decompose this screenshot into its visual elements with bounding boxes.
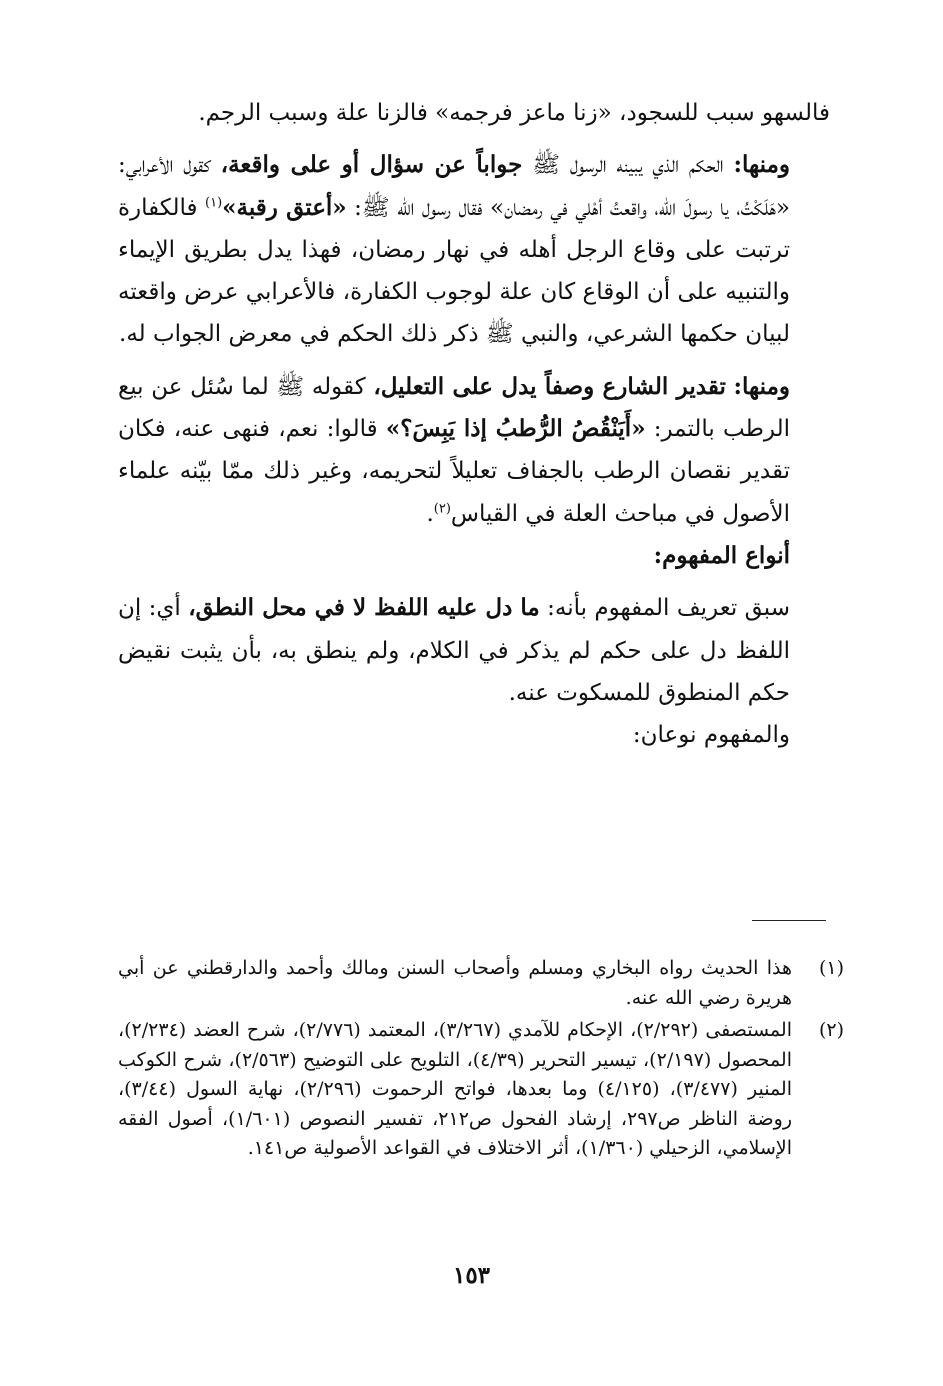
paragraph-2-part-e: فالكفارة ترتبت على وقاع الرجل أهله في نهار رمضان، فهذا يدل بطريق الإيماء والتنبيه على أن الوقاع كان علة لوجوب الكفارة، فالأعرابي عرض واقعته لبيان حكمها الشرعي، والنبي ﷺ ذكر ذلك الحكم في معرض الجواب له. [118, 194, 790, 348]
footnote-ref-1[interactable]: (١) [205, 194, 223, 210]
footnote-2 [118, 1016, 844, 1164]
paragraph-2-part-a: الحكم الذي يبينه الرسول ﷺ [522, 152, 734, 179]
page-number: ١٥٣ [452, 1262, 491, 1289]
paragraph-1 [118, 92, 830, 134]
paragraph-3-part-a [726, 374, 734, 400]
paragraph-2-part-b: جواباً عن سؤال أو على واقعة، [220, 151, 523, 179]
paragraph-3-part-f: . [426, 500, 434, 527]
paragraph-3-part-e: قالوا: نعم، فنهى عنه، فكان تقدير نقصان الرطب بالجفاف تعليلاً لتحريمه، وغير ذلك ممّا بيّنه علماء الأصول في مباحث العلة في القياس [118, 416, 790, 527]
paragraph-3-lead: ومنها: [733, 372, 791, 400]
footnote-2-text: المستصفى (٢/٢٩٢)، الإحكام للآمدي (٣/٢٦٧)، المعتمد (٢/٧٧٦)، شرح العضد (٢/٢٣٤)، المحصول (٢/١٩٧)، تيسير التحرير (٤/٣٩)، التلويح على التوضيح (٢/٥٦٣)، شرح الكوكب المنير (٣/٤٧٧)، (٤/١٢٥) وما بعدها، فواتح الرحموت (٢/٢٩٦)، نهاية السول (٣/٤٤)، روضة الناظر ص٢٩٧، إرشاد الفحول ص٢١٢، تفسير النصوص (١/٦٠١)، أصول الفقه الإسلامي، الزحيلي (١/٣٦٠)، أثر الاختلاف في القواعد الأصولية ص١٤١. [118, 1019, 793, 1159]
footnotes [118, 954, 844, 1167]
paragraph-4-part-b: ما دل عليه اللفظ لا في محل النطق، [188, 594, 540, 622]
paragraph-3-part-b: تقدير الشارع وصفاً يدل على التعليل، [373, 372, 726, 400]
footnote-1 [118, 954, 844, 1013]
paragraph-2-lead: ومنها: [733, 151, 790, 179]
paragraph-4-part-a: سبق تعريف المفهوم بأنه: [539, 595, 790, 622]
footnote-1-number: (١) [818, 957, 844, 979]
paragraph-4-part-c: أي: إن اللفظ دل على حكم لم يذكر في الكلام، ولم ينطق به، بأن يثبت نقيض حكم المنطوق للمسكوت عنه. [118, 595, 790, 706]
paragraph-2-part-c: كقول الأعرابي: «هَلَكْتُ، يا رسولَ الله، واقعتُ أهْلي في رمضان» فقال رسول الله ﷺ: [118, 152, 790, 221]
section-heading [118, 535, 830, 577]
paragraph-2 [118, 144, 830, 355]
footnote-1-text: هذا الحديث رواه البخاري ومسلم وأصحاب السنن ومالك وأحمد والدارقطني عن أبي هريرة رضي الله عنه. [118, 957, 792, 1009]
paragraph-3 [118, 366, 830, 535]
main-text [118, 92, 830, 756]
paragraph-3-part-d: «أَيَنْقُصُ الرُّطبُ إذا يَبِسَ؟» [385, 415, 646, 443]
section-heading-text: أنواع المفهوم: [653, 541, 790, 569]
paragraph-2-part-d: «أعتق رقبة» [222, 193, 347, 221]
paragraph-3-part-c: كقوله ﷺ لما سُئل عن بيع الرطب بالتمر: [118, 373, 790, 443]
paragraph-4 [118, 587, 830, 714]
paragraph-5-text: والمفهوم نوعان: [632, 722, 790, 749]
paragraph-1-text: فالسهو سبب للسجود، «زنا ماعز فرجمه» فالزنا علة وسبب الرجم. [198, 100, 830, 126]
footnote-ref-2[interactable]: (٢) [433, 501, 451, 517]
footnote-divider [752, 920, 826, 921]
footnote-2-number: (٢) [818, 1019, 844, 1041]
paragraph-5 [118, 714, 830, 756]
